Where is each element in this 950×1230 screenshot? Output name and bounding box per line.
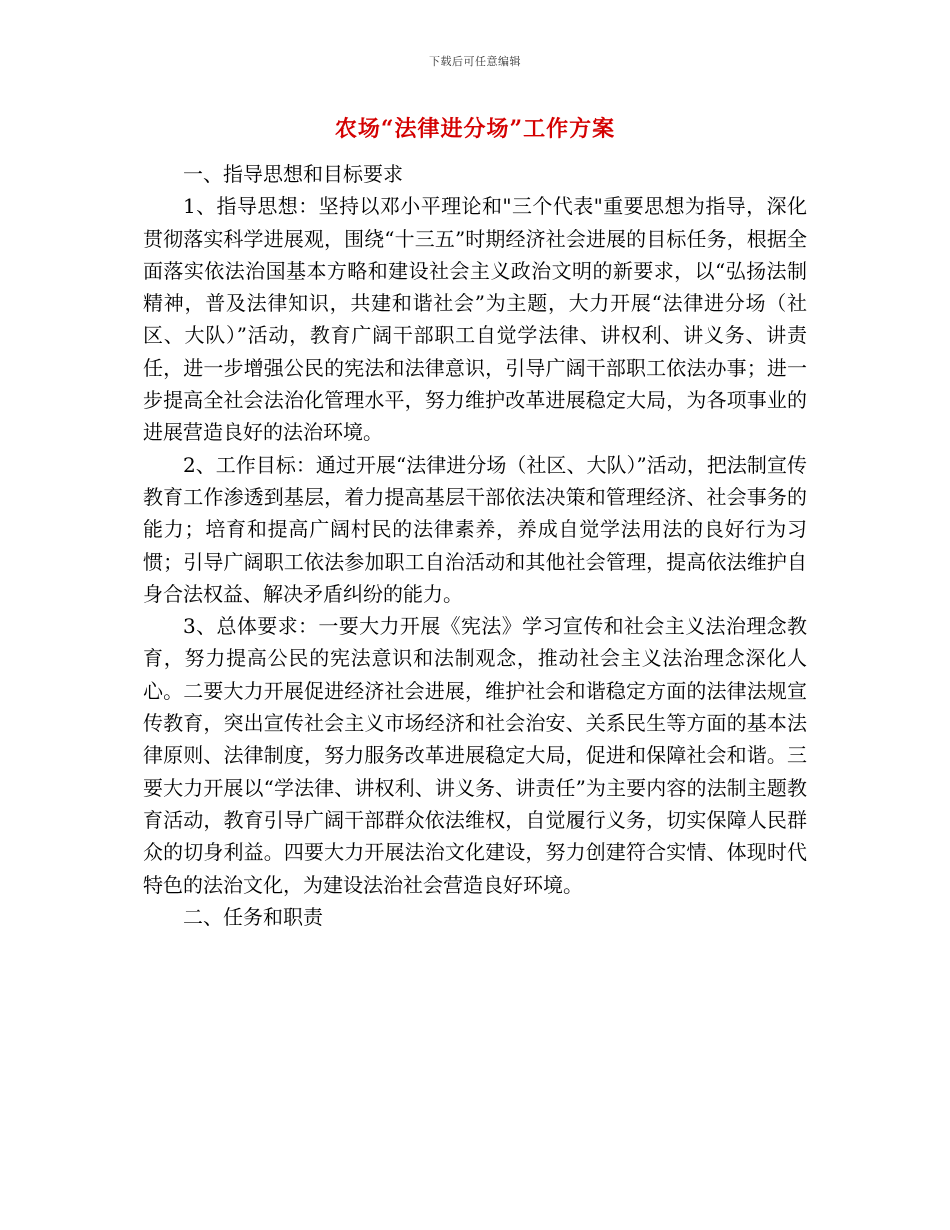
paragraph-work-goals: 2、工作目标：通过开展“法律进分场（社区、大队）”活动，把法制宣传教育工作渗透到基层，着力提高基层干部依法决策和管理经济、社会事务的能力；培育和提高广阔村民的法律素养，养成自觉学法用法的良好行为习惯；引导广阔职工依法参加职工自治活动和其他社会管理，提高依法维护自身合法权益、解决矛盾纠纷的能力。: [143, 452, 807, 606]
paragraph-guiding-ideology: 1、指导思想：坚持以邓小平理论和"三个代表"重要思想为指导，深化贯彻落实科学进展观，围绕“十三五”时期经济社会进展的目标任务，根据全面落实依法治国基本方略和建设社会主义政治文明的新要求，以“弘扬法制精神，普及法律知识，共建和谐社会”为主题，大力开展“法律进分场（社区、大队）”活动，教育广阔干部职工自觉学法律、讲权利、讲义务、讲责任，进一步增强公民的宪法和法律意识，引导广阔干部职工依法办事；进一步提高全社会法治化管理水平，努力维护改革进展稳定大局，为各项事业的进展营造良好的法治环境。: [143, 194, 807, 445]
header-note: 下载后可任意编辑: [429, 55, 521, 68]
section-heading-tasks: 二、任务和职责: [183, 904, 323, 929]
paragraph-overall-requirements: 3、总体要求：一要大力开展《宪法》学习宣传和社会主义法治理念教育，努力提高公民的宪法意识和法制观念，推动社会主义法治理念深化人心。二要大力开展促进经济社会进展，维护社会和谐稳定方面的法律法规宣传教育，突出宣传社会主义市场经济和社会治安、关系民生等方面的基本法律原则、法律制度，努力服务改革进展稳定大局，促进和保障社会和谐。三要大力开展以“学法律、讲权利、讲义务、讲责任”为主要内容的法制主题教育活动，教育引导广阔干部群众依法维权，自觉履行义务，切实保障人民群众的切身利益。四要大力开展法治文化建设，努力创建符合实情、体现时代特色的法治文化，为建设法治社会营造良好环境。: [143, 614, 807, 897]
document-body: [143, 158, 807, 933]
document-title: 农场“法律进分场”工作方案: [334, 116, 616, 142]
section-heading-guidance: 一、指导思想和目标要求: [183, 162, 403, 186]
